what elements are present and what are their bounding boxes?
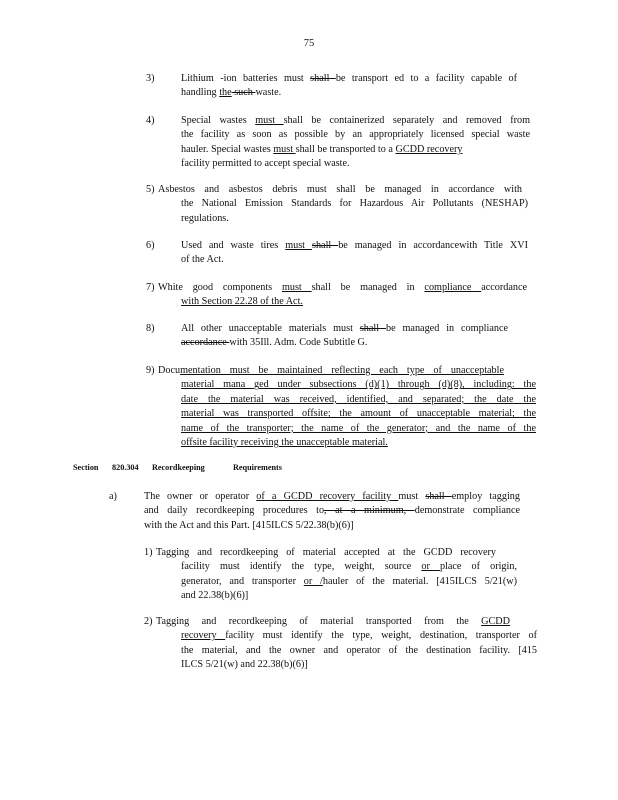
item-8-line-2: accordance with 35Ill. Adm. Code Subtitle G. — [181, 337, 368, 349]
tagging-1-line-2: facility must identify the type, weight, source or place of origin, — [181, 561, 517, 573]
item-8-label: 8) — [146, 323, 155, 334]
item-6-text — [181, 239, 528, 268]
tagging-2-label: 2) — [144, 616, 153, 627]
subsection-a-label: a) — [109, 491, 117, 502]
tagging-2-line-4: ILCS 5/21(w) and 22.38(b)(6)] — [181, 659, 308, 671]
item-4-line-2: the facility as soon as possible by an appropriately licensed special waste — [181, 129, 530, 141]
section-title-word-1: Recordkeeping — [152, 463, 205, 472]
item-4-text — [181, 114, 530, 172]
item-6-line-2: of the Act. — [181, 254, 224, 266]
section-label: Section — [73, 463, 99, 472]
item-6-label: 6) — [146, 240, 155, 251]
page-number: 75 — [303, 38, 315, 49]
item-9-line-6: offsite facility receiving the unacceptable material. — [181, 437, 388, 449]
item-4-line-3: hauler. Special wastes must shall be transported to a GCDD recovery — [181, 143, 463, 155]
item-5-text — [181, 197, 528, 226]
tagging-2-line-3: the material, and the owner and operator of the destination facility. [415 — [181, 644, 537, 656]
item-9-line-3: date the material was received, identified, and separated; the date the — [181, 393, 536, 405]
tagging-2-line-1: Tagging and recordkeeping of material transported from the GCDD — [156, 616, 510, 627]
item-9-line-1: Documentation must be maintained reflecting each type of unacceptable — [158, 365, 504, 376]
item-5-line-3: regulations. — [181, 212, 229, 224]
item-9-line-2: material mana ged under subsections (d)(1) through (d)(8), including: the — [181, 379, 536, 391]
subsection-a-line-1: The owner or operator of a GCDD recovery facility must shall employ tagging — [144, 491, 520, 502]
item-7-line-2: with Section 22.28 of the Act. — [181, 296, 303, 308]
item-7-label: 7) — [146, 282, 155, 293]
tagging-1-line-1: Tagging and recordkeeping of material accepted at the GCDD recovery — [156, 547, 496, 558]
item-9-line-4: material was transported offsite; the amount of unacceptable material; the — [181, 408, 536, 420]
item-9-label: 9) — [146, 365, 155, 376]
item-4-line-4: facility permitted to accept special waste. — [181, 158, 350, 170]
item-6-line-1: Used and waste tires must shall be managed in accordancewith Title XVI — [181, 240, 528, 251]
tagging-1-line-3: generator, and transporter or /hauler of the material. [415ILCS 5/21(w) — [181, 575, 517, 587]
item-5-line-1: Asbestos and asbestos debris must shall be managed in accordance with — [158, 184, 523, 195]
item-8-line-1: All other unacceptable materials must shall be managed in compliance — [181, 323, 508, 334]
section-title-word-2: Requirements — [233, 463, 282, 472]
item-7-line-1: White good components must shall be managed in compliance accordance — [158, 282, 528, 293]
tagging-1-text — [181, 560, 517, 603]
item-3-line-1: Lithium -ion batteries must shall be transport ed to a facility capable of — [181, 73, 517, 84]
subsection-a-line-2: and daily recordkeeping procedures to, at a minimum, demonstrate compliance — [144, 505, 520, 517]
item-4-label: 4) — [146, 115, 155, 126]
item-8-text — [181, 322, 508, 351]
item-5-line-2: the National Emission Standards for Hazardous Air Pollutants (NESHAP) — [181, 198, 528, 210]
tagging-2-line-2: recovery facility must identify the type, weight, destination, transporter of — [181, 630, 537, 642]
section-number: 820.304 — [112, 463, 139, 472]
subsection-a-text — [144, 490, 520, 533]
item-5-label: 5) — [146, 184, 155, 195]
item-3-label: 3) — [146, 73, 155, 84]
item-4-line-1: Special wastes must shall be containerized separately and removed from — [181, 115, 530, 126]
tagging-2-text — [181, 629, 537, 672]
subsection-a-line-3: with the Act and this Part. [415ILCS 5/22.38(b)(6)] — [144, 519, 354, 531]
item-3-text — [181, 72, 517, 101]
item-9-line-5: name of the transporter; the name of the generator; and the name of the — [181, 422, 536, 434]
item-9-text — [181, 378, 536, 450]
tagging-1-line-4: and 22.38(b)(6)] — [181, 590, 249, 602]
item-7-text — [181, 295, 521, 309]
item-3-line-2: handling the such waste. — [181, 87, 282, 99]
tagging-1-label: 1) — [144, 547, 153, 558]
